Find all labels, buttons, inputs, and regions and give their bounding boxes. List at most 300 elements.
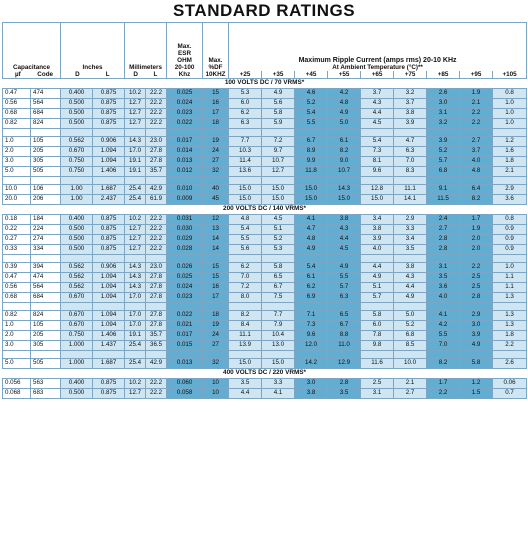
temp-header: +105 — [493, 71, 527, 79]
table-cell: 1.0 — [3, 136, 31, 146]
table-cell: 0.562 — [61, 272, 93, 282]
table-cell: 12.9 — [328, 358, 361, 368]
spacer-cell — [203, 254, 229, 262]
table-cell: 10.3 — [229, 146, 262, 156]
spacer-cell — [3, 254, 31, 262]
table-cell: 2.0 — [460, 234, 493, 244]
table-cell: 35.7 — [146, 166, 167, 176]
table-row — [3, 136, 527, 146]
spacer-cell — [328, 254, 361, 262]
table-cell: 5.7 — [328, 282, 361, 292]
table-cell: 0.500 — [61, 98, 93, 108]
spacer-cell — [61, 254, 93, 262]
table-cell: 14.2 — [295, 358, 328, 368]
table-cell: 0.9 — [493, 244, 527, 254]
table-cell: 14.1 — [394, 194, 427, 204]
spacer-cell — [328, 128, 361, 136]
table-cell: 305 — [31, 340, 61, 350]
table-cell: 16 — [203, 282, 229, 292]
table-cell: 4.8 — [229, 214, 262, 224]
table-cell: 2.8 — [328, 378, 361, 388]
spacer-cell — [427, 176, 460, 184]
table-row — [3, 320, 527, 330]
table-cell: 305 — [31, 156, 61, 166]
table-cell: 0.906 — [93, 136, 125, 146]
group-spacer — [3, 350, 527, 358]
spacer-cell — [361, 350, 394, 358]
table-cell: 19.1 — [125, 166, 146, 176]
table-cell: 7.3 — [295, 320, 328, 330]
spacer-cell — [295, 128, 328, 136]
spacer-cell — [229, 128, 262, 136]
table-cell: 24 — [203, 330, 229, 340]
table-cell: 5.3 — [229, 88, 262, 98]
table-cell: 8.9 — [295, 146, 328, 156]
table-cell: 563 — [31, 378, 61, 388]
table-cell: 14.3 — [125, 262, 146, 272]
table-cell: 0.47 — [3, 88, 31, 98]
table-cell: 2.6 — [493, 358, 527, 368]
table-cell: 6.5 — [328, 310, 361, 320]
table-row — [3, 262, 527, 272]
table-cell: 6.7 — [328, 320, 361, 330]
table-cell: 0.068 — [3, 388, 31, 398]
table-cell: 0.028 — [167, 244, 203, 254]
table-cell: 4.7 — [394, 136, 427, 146]
table-cell: 15.0 — [229, 358, 262, 368]
table-cell: 2.5 — [460, 272, 493, 282]
spacer-cell — [3, 128, 31, 136]
spacer-cell — [146, 254, 167, 262]
table-cell: 0.500 — [61, 108, 93, 118]
table-cell: 5.8 — [262, 108, 295, 118]
table-cell: 4.4 — [394, 282, 427, 292]
table-cell: 12.7 — [125, 234, 146, 244]
table-cell: 6.2 — [295, 282, 328, 292]
table-cell: 4.9 — [262, 88, 295, 98]
table-cell: 11.5 — [427, 194, 460, 204]
table-cell: 27.8 — [146, 282, 167, 292]
table-cell: 6.1 — [295, 272, 328, 282]
table-cell: 2.2 — [427, 388, 460, 398]
table-cell: 5.2 — [427, 146, 460, 156]
table-row — [3, 184, 527, 194]
table-cell: 0.562 — [61, 262, 93, 272]
table-cell: 0.750 — [61, 166, 93, 176]
table-cell: 4.8 — [295, 234, 328, 244]
spacer-cell — [61, 128, 93, 136]
ripple-current-header: Maximum Ripple Current (amps rms) 20-10 KHz At Ambient Temperature (°C)** — [229, 23, 527, 71]
table-cell: 8.4 — [229, 320, 262, 330]
table-cell: 11.0 — [328, 340, 361, 350]
table-cell: 7.0 — [229, 272, 262, 282]
table-cell: 1.1 — [493, 272, 527, 282]
table-cell: 684 — [31, 108, 61, 118]
table-cell: 6.8 — [394, 330, 427, 340]
table-row — [3, 118, 527, 128]
spacer-cell — [493, 176, 527, 184]
table-cell: 0.670 — [61, 320, 93, 330]
table-cell: 16 — [203, 98, 229, 108]
table-cell: 3.2 — [394, 88, 427, 98]
table-cell: 5.2 — [295, 98, 328, 108]
table-cell: 15.0 — [262, 194, 295, 204]
table-cell: 1.7 — [427, 378, 460, 388]
table-cell: 8.3 — [394, 166, 427, 176]
table-cell: 12.7 — [125, 244, 146, 254]
spacer-cell — [460, 350, 493, 358]
spacer-cell — [361, 254, 394, 262]
table-cell: 2.9 — [460, 310, 493, 320]
table-cell: 0.400 — [61, 214, 93, 224]
table-cell: 7.3 — [361, 146, 394, 156]
spacer-cell — [460, 254, 493, 262]
table-cell: 0.017 — [167, 136, 203, 146]
table-cell: 10.4 — [262, 330, 295, 340]
table-cell: 8.0 — [229, 292, 262, 302]
spacer-cell — [3, 350, 31, 358]
table-cell: 474 — [31, 88, 61, 98]
spacer-cell — [203, 302, 229, 310]
table-cell: 0.025 — [167, 272, 203, 282]
table-row — [3, 340, 527, 350]
table-cell: 505 — [31, 166, 61, 176]
spacer-cell — [146, 176, 167, 184]
table-cell: 4.1 — [295, 214, 328, 224]
table-cell: 14 — [203, 234, 229, 244]
table-cell: 4.8 — [460, 166, 493, 176]
voltage-section-label: 200 VOLTS DC / 140 VRMS* — [3, 204, 527, 214]
table-cell: 2.1 — [394, 378, 427, 388]
table-cell: 6.4 — [460, 184, 493, 194]
spacer-cell — [460, 176, 493, 184]
table-cell: 274 — [31, 234, 61, 244]
temp-header: +95 — [460, 71, 493, 79]
table-cell: 12.7 — [125, 108, 146, 118]
table-cell: 7.7 — [229, 136, 262, 146]
table-cell: 0.010 — [167, 184, 203, 194]
table-cell: 5.6 — [262, 98, 295, 108]
table-cell: 0.8 — [493, 88, 527, 98]
table-cell: 22.2 — [146, 118, 167, 128]
table-cell: 0.500 — [61, 224, 93, 234]
table-cell: 3.5 — [229, 378, 262, 388]
table-cell: 7.7 — [262, 310, 295, 320]
table-cell: 3.5 — [328, 388, 361, 398]
spacer-cell — [203, 128, 229, 136]
table-cell: 10.0 — [394, 358, 427, 368]
table-cell: 0.875 — [93, 244, 125, 254]
table-cell: 25.4 — [125, 358, 146, 368]
table-cell: 6.7 — [262, 282, 295, 292]
spacer-cell — [427, 254, 460, 262]
temp-header: +35 — [262, 71, 295, 79]
table-cell: 4.8 — [328, 98, 361, 108]
table-cell: 11.1 — [394, 184, 427, 194]
table-cell: 12 — [203, 214, 229, 224]
table-cell: 3.9 — [460, 330, 493, 340]
ratings-body — [3, 78, 527, 398]
table-cell: 4.0 — [460, 156, 493, 166]
table-cell: 2.9 — [394, 214, 427, 224]
table-cell: 19 — [203, 320, 229, 330]
table-cell: 3.2 — [427, 118, 460, 128]
table-cell: 4.9 — [394, 292, 427, 302]
table-cell: 564 — [31, 282, 61, 292]
table-cell: 12.7 — [262, 166, 295, 176]
table-row — [3, 292, 527, 302]
table-cell: 0.9 — [493, 224, 527, 234]
table-cell: 5.9 — [262, 118, 295, 128]
spacer-cell — [61, 176, 93, 184]
table-cell: 0.013 — [167, 358, 203, 368]
table-cell: 4.2 — [427, 320, 460, 330]
table-cell: 7.2 — [229, 282, 262, 292]
table-cell: 10.0 — [3, 184, 31, 194]
table-cell: 6.7 — [295, 136, 328, 146]
table-row — [3, 330, 527, 340]
spacer-cell — [295, 302, 328, 310]
table-cell: 0.47 — [3, 272, 31, 282]
table-cell: 11.6 — [361, 358, 394, 368]
table-cell: 5.0 — [3, 166, 31, 176]
table-cell: 0.39 — [3, 262, 31, 272]
table-cell: 17 — [203, 108, 229, 118]
table-cell: 4.9 — [361, 272, 394, 282]
table-cell: 0.875 — [93, 388, 125, 398]
table-row — [3, 282, 527, 292]
table-cell: 4.9 — [328, 262, 361, 272]
table-cell: 0.56 — [3, 98, 31, 108]
table-cell: 4.0 — [361, 244, 394, 254]
spacer-cell — [125, 128, 146, 136]
spacer-cell — [229, 254, 262, 262]
table-cell: 10 — [203, 388, 229, 398]
spacer-cell — [93, 176, 125, 184]
table-cell: 2.5 — [361, 378, 394, 388]
table-cell: 7.0 — [394, 156, 427, 166]
table-cell: 22.2 — [146, 214, 167, 224]
table-cell: 0.500 — [61, 244, 93, 254]
table-cell: 9.6 — [295, 330, 328, 340]
spacer-cell — [328, 176, 361, 184]
table-row — [3, 358, 527, 368]
table-row — [3, 214, 527, 224]
table-cell: 6.2 — [229, 108, 262, 118]
table-cell: 4.3 — [328, 224, 361, 234]
table-cell: 1.687 — [93, 184, 125, 194]
table-cell: 5.4 — [361, 136, 394, 146]
table-cell: 3.7 — [361, 88, 394, 98]
table-cell: 5.2 — [394, 320, 427, 330]
table-cell: 0.56 — [3, 282, 31, 292]
table-cell: 10.2 — [125, 378, 146, 388]
table-cell: 22.2 — [146, 244, 167, 254]
table-cell: 13.9 — [229, 340, 262, 350]
table-cell: 8.2 — [328, 146, 361, 156]
table-cell: 1.0 — [493, 118, 527, 128]
table-cell: 3.6 — [427, 282, 460, 292]
table-cell: 5.4 — [295, 108, 328, 118]
spacer-cell — [203, 350, 229, 358]
table-cell: 1.8 — [493, 330, 527, 340]
table-cell: 0.562 — [61, 136, 93, 146]
table-cell: 1.0 — [493, 108, 527, 118]
table-cell: 0.7 — [493, 388, 527, 398]
table-cell: 4.9 — [328, 108, 361, 118]
table-cell: 7.5 — [262, 292, 295, 302]
table-cell: 22.2 — [146, 388, 167, 398]
voltage-section-header — [3, 204, 527, 214]
table-cell: 1.7 — [460, 214, 493, 224]
table-cell: 45 — [203, 194, 229, 204]
table-cell: 42.9 — [146, 358, 167, 368]
table-cell: 1.094 — [93, 292, 125, 302]
table-cell: 0.058 — [167, 388, 203, 398]
table-cell: 0.875 — [93, 224, 125, 234]
table-cell: 0.021 — [167, 320, 203, 330]
table-cell: 15.0 — [262, 358, 295, 368]
table-row — [3, 378, 527, 388]
table-cell: 5.8 — [361, 310, 394, 320]
table-cell: 4.6 — [295, 88, 328, 98]
table-cell: 2.8 — [460, 292, 493, 302]
table-cell: 3.1 — [361, 388, 394, 398]
table-cell: 3.3 — [394, 224, 427, 234]
table-cell: 25.4 — [125, 184, 146, 194]
table-cell: 9.8 — [361, 340, 394, 350]
table-cell: 12.7 — [125, 98, 146, 108]
table-cell: 22.2 — [146, 98, 167, 108]
spacer-cell — [262, 176, 295, 184]
table-cell: 1.094 — [93, 282, 125, 292]
table-cell: 4.7 — [295, 224, 328, 234]
table-cell: 0.024 — [167, 282, 203, 292]
spacer-cell — [460, 302, 493, 310]
table-cell: 25.4 — [125, 340, 146, 350]
table-cell: 17 — [203, 292, 229, 302]
table-cell: 3.8 — [361, 224, 394, 234]
table-cell: 105 — [31, 320, 61, 330]
table-cell: 9.7 — [262, 146, 295, 156]
table-cell: 0.024 — [167, 98, 203, 108]
spacer-cell — [295, 176, 328, 184]
spacer-cell — [93, 128, 125, 136]
table-cell: 0.750 — [61, 330, 93, 340]
table-cell: 15.0 — [295, 194, 328, 204]
table-cell: 1.094 — [93, 272, 125, 282]
table-cell: 184 — [31, 214, 61, 224]
table-cell: 15.0 — [361, 194, 394, 204]
table-cell: 19 — [203, 136, 229, 146]
table-cell: 224 — [31, 224, 61, 234]
table-cell: 3.1 — [427, 262, 460, 272]
table-cell: 5.6 — [229, 244, 262, 254]
spacer-cell — [493, 254, 527, 262]
spacer-cell — [3, 176, 31, 184]
voltage-section-header — [3, 78, 527, 88]
table-cell: 205 — [31, 330, 61, 340]
table-cell: 22.2 — [146, 234, 167, 244]
spacer-cell — [394, 176, 427, 184]
spacer-cell — [427, 302, 460, 310]
table-cell: 1.1 — [493, 282, 527, 292]
table-cell: 20.0 — [3, 194, 31, 204]
table-cell: 0.27 — [3, 234, 31, 244]
spacer-cell — [31, 350, 61, 358]
table-cell: 0.014 — [167, 146, 203, 156]
table-cell: 5.1 — [262, 224, 295, 234]
group-spacer — [3, 254, 527, 262]
spacer-cell — [394, 254, 427, 262]
table-cell: 3.3 — [262, 378, 295, 388]
table-cell: 2.2 — [460, 118, 493, 128]
spacer-cell — [93, 350, 125, 358]
table-cell: 8.5 — [394, 340, 427, 350]
table-cell: 0.026 — [167, 262, 203, 272]
table-cell: 1.3 — [493, 320, 527, 330]
table-cell: 10.7 — [328, 166, 361, 176]
table-cell: 0.875 — [93, 108, 125, 118]
temp-header: +85 — [427, 71, 460, 79]
table-cell: 6.8 — [427, 166, 460, 176]
table-cell: 4.4 — [229, 388, 262, 398]
table-cell: 11.1 — [229, 330, 262, 340]
table-cell: 7.1 — [295, 310, 328, 320]
table-cell: 8.2 — [229, 310, 262, 320]
table-cell: 27.8 — [146, 146, 167, 156]
table-cell: 15.0 — [262, 184, 295, 194]
table-cell: 0.875 — [93, 378, 125, 388]
table-cell: 0.875 — [93, 234, 125, 244]
table-cell: 3.0 — [427, 98, 460, 108]
temp-header: +75 — [394, 71, 427, 79]
table-cell: 8.2 — [427, 358, 460, 368]
table-cell: 27.8 — [146, 292, 167, 302]
table-cell: 6.0 — [361, 320, 394, 330]
table-cell: 7.9 — [262, 320, 295, 330]
table-cell: 13 — [203, 224, 229, 234]
spacer-cell — [262, 254, 295, 262]
table-cell: 0.500 — [61, 234, 93, 244]
table-cell: 4.4 — [361, 262, 394, 272]
table-cell: 1.094 — [93, 156, 125, 166]
table-cell: 42.9 — [146, 184, 167, 194]
table-cell: 0.056 — [3, 378, 31, 388]
page-title: STANDARD RATINGS — [172, 1, 356, 20]
table-cell: 3.8 — [394, 262, 427, 272]
table-cell: 1.000 — [61, 340, 93, 350]
table-row — [3, 108, 527, 118]
table-cell: 0.670 — [61, 292, 93, 302]
table-cell: 0.18 — [3, 214, 31, 224]
table-cell: 105 — [31, 136, 61, 146]
spacer-cell — [167, 128, 203, 136]
spacer-cell — [167, 254, 203, 262]
table-cell: 7.8 — [361, 330, 394, 340]
table-cell: 0.875 — [93, 88, 125, 98]
table-cell: 17.0 — [125, 146, 146, 156]
voltage-section-label: 100 VOLTS DC / 70 VRMS* — [3, 78, 527, 88]
group-spacer — [3, 176, 527, 184]
capacitance-header: Capacitance µf Code — [3, 23, 61, 79]
table-cell: 505 — [31, 358, 61, 368]
spacer-cell — [427, 350, 460, 358]
spacer-cell — [146, 350, 167, 358]
table-cell: 10.2 — [125, 88, 146, 98]
table-cell: 5.3 — [262, 244, 295, 254]
table-cell: 0.400 — [61, 88, 93, 98]
